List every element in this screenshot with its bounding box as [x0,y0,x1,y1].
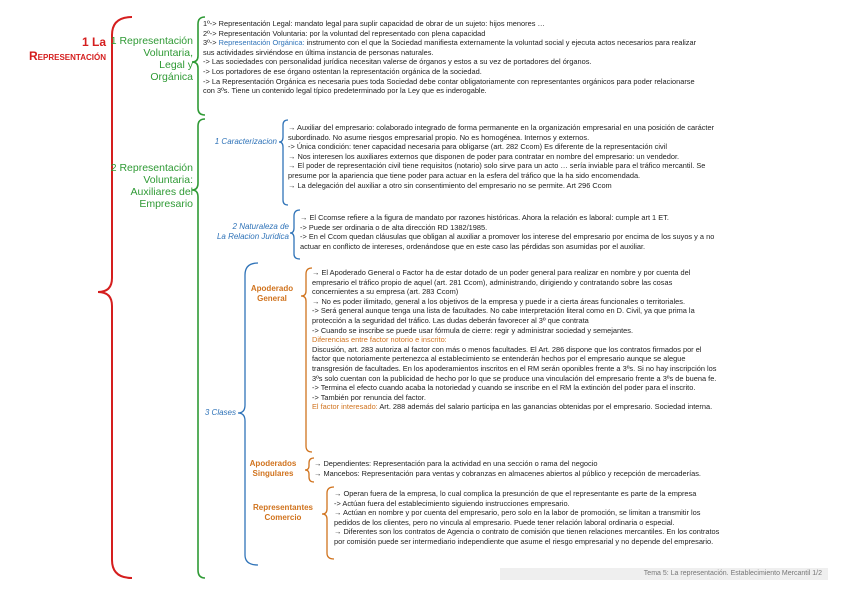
s1-line [203,38,696,48]
general-line-span: 3ºs solo cuentan con la publicidad de hecho por lo que se produce una vinculación del empresario frente a 3ºs de buena fe. [312,373,717,383]
caract-content [288,123,714,190]
root-title [0,35,106,63]
s1-line-span: 2º-> Representación Voluntaria: por la voluntad del representado con plena capacidad [203,28,486,38]
naturaleza-line [300,232,714,242]
caract-line [288,123,714,133]
comercio-content [334,489,719,547]
caract-line [288,181,714,191]
general-line [312,383,716,393]
singulares-line [314,459,701,469]
general-line [312,326,716,336]
general-line [312,335,716,345]
s2-label [95,162,193,210]
s1-line [203,86,696,96]
s1-label-line: Orgánica [150,71,193,83]
general-content [312,268,716,412]
singulares-label [243,459,303,479]
general-line [312,354,716,364]
naturaleza-line [300,213,714,223]
caract-line-span: -> Única condición: tener capacidad necesaria para obligarse (art. 282 Ccom) Es diferente de la representación civil [288,142,667,152]
general-line-span: factor que notoriamente pertenezca al establecimiento se entenderán hechos por el empresario aunque se alegue [312,354,686,364]
comercio-line [334,508,719,518]
general-line [312,316,716,326]
s2-bracket [192,119,205,578]
s1-line-span: -> Las sociedades con personalidad jurídica necesitan valerse de órganos y estos a su vez de portadores del órganos. [203,57,592,67]
general-line [312,287,716,297]
s1-label-line: Voluntaria, [143,47,193,59]
naturaleza-line [300,242,714,252]
general-line [312,345,716,355]
naturaleza-label-line: La Relacion Juridica [216,232,289,241]
general-line-span: -> Cuando se inscribe se puede usar fórmula de cierre: regir y administrar sociedad y semejantes. [312,325,634,335]
general-line-span: concernientes a su empresa (art. 283 Ccom) [312,287,459,297]
naturaleza-bracket [290,210,300,259]
general-line-span: → No es poder ilimitado, general a los objetivos de la empresa y puede ir a cierta áreas funcionales o territoriales. [312,296,686,306]
s1-label-line: 1 Representación [110,35,193,47]
root-number: 1 La [81,35,106,49]
general-line [312,297,716,307]
comercio-label-line: Representantes [252,503,314,512]
s1-line-span: Representación Orgánica: [218,38,305,48]
general-line-span: → El Apoderado General o Factor ha de estar dotado de un poder general para realizar en nombre y por cuenta del [312,268,691,277]
s1-line-span: -> La Representación Orgánica es necesaria pues toda Sociedad debe contar obligatoriamente con representantes orgánicos para poder relacionarse [203,76,695,86]
comercio-line [334,537,719,547]
s1-label-line: Legal y [159,59,193,71]
general-label-line: Apoderado [250,284,294,293]
general-line [312,268,716,278]
naturaleza-line-span: → El Ccomse refiere a la figura de mandato por razones históricas. Ahora la relación es laboral: cumple art 1 ET. [300,213,669,222]
comercio-line [334,527,719,537]
naturaleza-line [300,223,714,233]
general-interesado-line-span: Art. 288 además del salario participa en las ganancias obtenidas por el empresario. Sociedad interna. [377,402,713,412]
comercio-line-span: pedidos de los clientes, pero no vincula al empresario. Puede tener relación laboral ordinaria o especial. [334,517,675,527]
s2-label-line: Auxiliares del [130,186,193,198]
general-line-span: -> Será general aunque tenga una lista de facultades. No cabe interpretación literal como en D. Civil, ya que prima la [312,306,695,316]
s1-line [203,57,696,67]
general-line-span: -> Termina el efecto cuando acaba la notoriedad y cuando se inscribe en el RM la extinción del poder para el inscrito. [312,383,696,393]
naturaleza-label-line: 2 Naturaleza de [232,222,289,231]
general-line-span: transgresión de facultades. En los apoderamientos inscritos en el RM serán oponibles frente a 3ºs. Si no hay inscripción los [312,363,717,373]
s1-line-span: con 3ºs. Tiene un contenido legal típico predeterminado por la Ley que es inderogable. [203,86,487,96]
caract-line-span: → El poder de representación civil tiene requisitos (notario) solo sirve para un acto … sería inviable para el tráfico mercantil. Se [288,161,706,171]
s1-line-span: instrumento con el que la Sociedad manifiesta externamente la voluntad social y ejecuta actos necesarios para realizar [304,38,697,48]
singulares-label-line: Singulares [252,469,294,478]
caract-line-span: presume por la apariencia que tiene poder para actuar en la esfera del tráfico que la ha sido encomendada. [288,170,641,180]
root-bracket [98,17,132,578]
singulares-content [314,459,701,478]
general-line-span: empresario el tráfico propio de aquel (art. 281 Ccom), administrando, dirigiendo y contratando sobre las cosas [312,277,673,287]
naturaleza-line-span: -> En el Ccom quedan cláusulas que obligan al auxiliar a promover los interese del empresario por encima de los suyos y a no [300,232,715,242]
s1-line [203,67,696,77]
comercio-line [334,499,719,509]
s1-content [203,19,696,96]
comercio-line-span: -> Actúan fuera del establecimiento siguiendo instrucciones empresario. [334,498,570,508]
s1-line [203,19,696,29]
caract-line [288,133,714,143]
caract-label: 1 Caracterizacion [214,137,277,146]
s1-line [203,48,696,58]
caract-line [288,152,714,162]
comercio-label-line: Comercio [264,513,302,522]
comercio-line-span: por comisión puede ser intermediario independiente que asume el riesgo empresarial y no depende del empresario. [334,536,714,546]
s2-label-line: 2 Representación [110,162,193,174]
general-line [312,278,716,288]
s1-line-span: -> Los portadores de ese órgano ostentan la representación orgánica de la sociedad. [203,66,482,76]
s1-line [203,77,696,87]
general-line [312,393,716,403]
naturaleza-line-span: actuar en conflicto de intereses, ordenándose que en este caso las pérdidas son asumidas por el auxiliar. [300,241,646,251]
naturaleza-content [300,213,714,251]
general-line-span: protección a la seguridad del tráfico. Las dudas deberán favorecer al 3º que contrata [312,315,589,325]
general-line [312,374,716,384]
general-interesado-line-span: El factor interesado: [312,402,378,412]
root-label: Representación [29,49,106,63]
comercio-bracket [322,487,334,559]
caract-line-span: → Nos interesen los auxiliares externos que disponen de poder para contratar en nombre del empresario: un vendedor. [288,151,680,161]
comercio-line [334,489,719,499]
clases-label: 3 Clases [204,408,236,417]
singulares-bracket [305,458,314,482]
general-line-span: -> También por renuncia del factor. [312,392,426,402]
s1-label [95,35,193,83]
general-label [243,284,301,304]
naturaleza-line-span: -> Puede ser ordinaria o de alta dirección RD 1382/1985. [300,222,488,232]
general-line [312,306,716,316]
singulares-line [314,469,701,479]
caract-line-span: subordinado. No asume riesgos empresarial propio. No es homogénea. Internos y externos. [288,132,590,142]
singulares-line-span: → Mancebos: Representación para ventas y cobranzas en almacenes abiertos al público y recepción de mercaderías. [314,468,701,478]
caract-bracket [279,120,288,205]
s1-line-span: 1º-> Representación Legal: mandato legal para suplir capacidad de obrar de un sujeto: hijos menores … [203,19,545,28]
general-line-span: Discusión, art. 283 autoriza al factor con más o menos facultades. El Art. 286 dispone que los contratos firmados por el [312,344,702,354]
caract-line [288,171,714,181]
s2-label-line: Voluntaria: [143,174,193,186]
page-footer: Tema 5: La representación. Establecimiento Mercantil 1/2 [500,568,828,580]
general-line-span: Diferencias entre factor notorio e inscrito: [312,335,447,345]
general-line [312,364,716,374]
s2-label-line: Empresario [139,198,193,210]
caract-line-span: → Auxiliar del empresario: colaborado integrado de forma permanente en la organización empresarial en una posición de carácter [288,123,715,132]
naturaleza-label [195,222,289,242]
caract-line [288,161,714,171]
comercio-line-span: → Actúan en nombre y por cuenta del empresario, pero solo en la labor de promoción, se limitan a transmitir los [334,508,701,518]
comercio-line [334,518,719,528]
singulares-line-span: → Dependientes: Representación para la actividad en una sección o rama del negocio [314,459,598,468]
general-interesado-line [312,402,716,412]
caract-line-span: → La delegación del auxiliar a otro sin consentimiento del empresario no se permite. Art 296 Ccom [288,180,612,190]
comercio-line-span: → Operan fuera de la empresa, lo cual complica la presunción de que el representante es parte de la empresa [334,489,697,498]
singulares-label-line: Apoderados [249,459,297,468]
caract-line [288,142,714,152]
s1-line-span: sus actividades sirviéndose en última instancia de personas naturales. [203,47,434,57]
s1-line-span: 3º-> [203,38,219,48]
general-label-line: General [257,294,287,303]
general-bracket [301,268,312,452]
s1-line [203,29,696,39]
comercio-line-span: → Diferentes son los contratos de Agencia o contrato de comisión que tienen relaciones mercantiles. En los contratos [334,527,720,537]
comercio-label [245,503,321,523]
